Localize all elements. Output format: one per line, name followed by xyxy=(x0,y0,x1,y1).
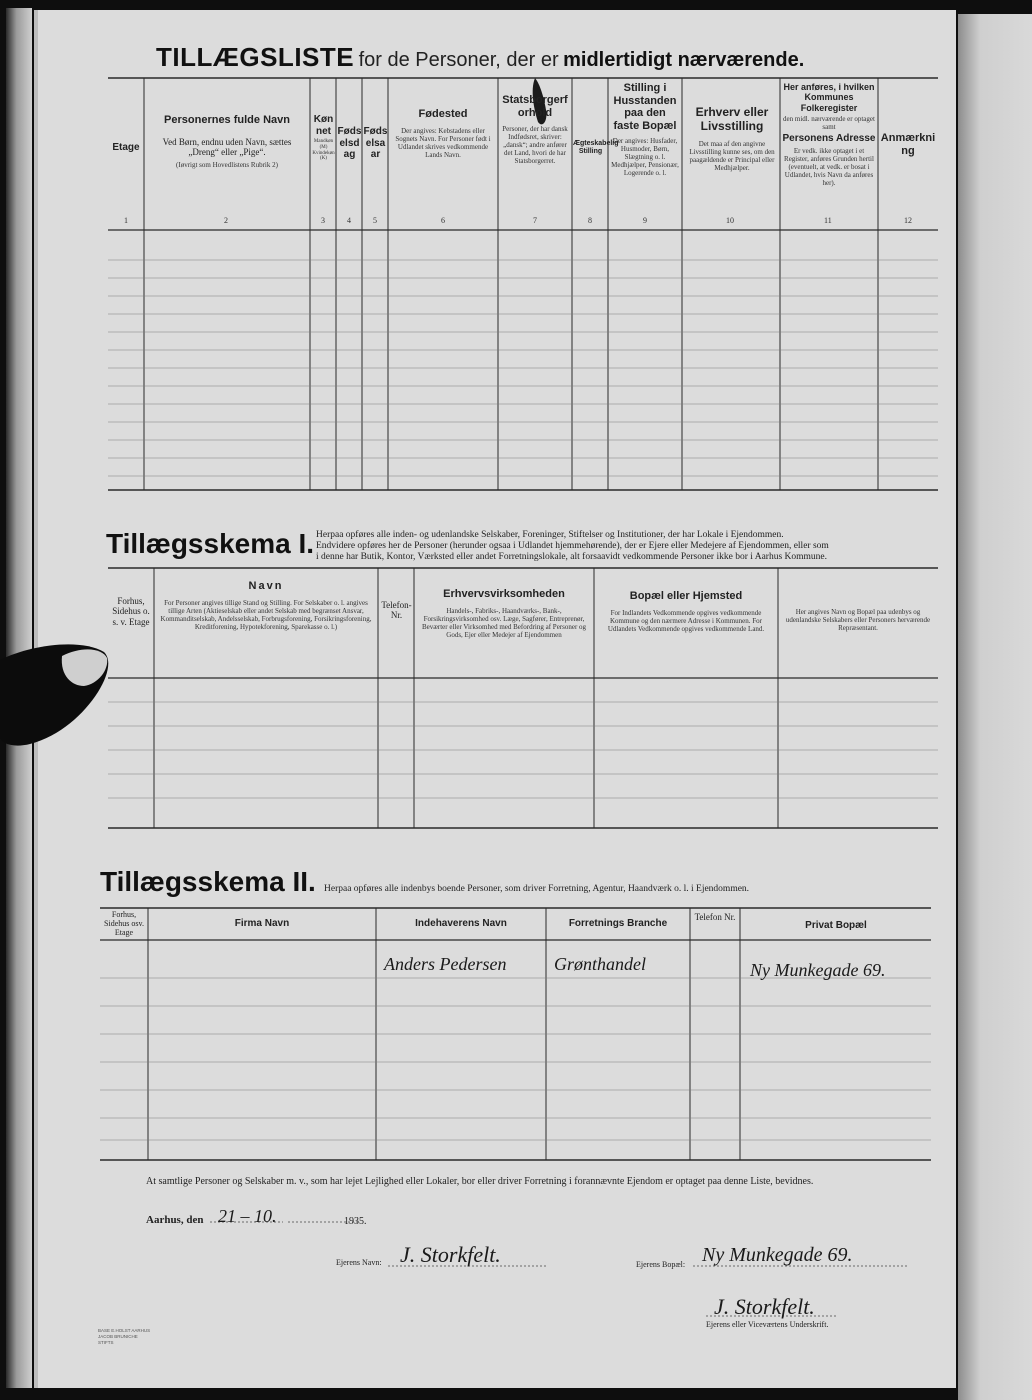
col-number: 7 xyxy=(533,216,537,225)
footer-ejer-navn-label: Ejerens Navn: xyxy=(336,1258,382,1267)
skema1-header-bopael-title: Bopæl eller Hjemsted xyxy=(629,590,743,602)
header-stats-title: Statsborgerforhold xyxy=(502,94,568,119)
skema1-header-erhverv-sub: Handels-, Fabriks-, Haandværks-, Bank-, Forsikringsvirksomhed osv. Læge, Sagfører, Entreprenør, Beværter eller Virksomhed med Befordring af Personer og Gods, Ejer eller Medejer af Ejendommen xyxy=(421,606,587,639)
skema2-title: Tillægsskema II. xyxy=(100,866,316,897)
header-erhverv-title: Erhverv eller Livsstilling xyxy=(695,105,769,133)
header-navn-title: Personernes fulde Navn xyxy=(164,114,290,126)
header-kon-sub: Mandkøn (M) Kvindekøn (K) xyxy=(312,139,335,162)
col-number: 1 xyxy=(124,216,128,225)
footer-date: 21 – 10. xyxy=(218,1206,277,1226)
col-number: 5 xyxy=(373,216,377,225)
col-number: 2 xyxy=(224,216,228,225)
skema1-header-navn xyxy=(158,580,374,631)
header-kommune-title: Her anføres, i hvilken Kommunes Folkeregister xyxy=(783,82,875,113)
header-kommune-sub: den midl. nærværende er optaget samt xyxy=(783,115,875,132)
header-kommune-sub2: Er vedk. ikke optaget i et Register, anføres Grunden hertil (eventuelt, at vedk. er bosat i Udlandet, hvis Navn da anføres her). xyxy=(784,146,874,187)
skema2-header-etage: Forhus, Sidehus osv. Etage xyxy=(104,910,144,938)
row1-indehaver: Anders Pedersen xyxy=(384,954,507,974)
col-number: 3 xyxy=(321,216,325,225)
printer-imprint: BASE E.HOLST AARHUS JACOB BRUNICHE STIFTS xyxy=(98,1328,151,1345)
header-kon-title: Kønnet xyxy=(313,114,334,137)
footer-signature: J. Storkfelt. xyxy=(714,1294,815,1319)
header-stilling-title: Stilling i Husstanden paa den faste Bopæl xyxy=(613,82,677,132)
footer-ejer-navn: J. Storkfelt. xyxy=(400,1242,501,1267)
col-number: 10 xyxy=(726,216,734,225)
footer-ejer-bopael: Ny Munkegade 69. xyxy=(702,1244,853,1266)
col-number: 6 xyxy=(441,216,445,225)
skema1-header-etage: Forhus, Sidehus o. s. v. Etage xyxy=(112,596,150,627)
skema2-header-telefon: Telefon Nr. xyxy=(694,912,736,922)
row1-bopael: Ny Munkegade 69. xyxy=(750,960,886,980)
header-kommune-title2: Personens Adresse xyxy=(782,133,876,145)
header-kommune xyxy=(782,82,876,187)
footer-signature-label: Ejerens eller Viceværtens Underskrift. xyxy=(706,1320,829,1329)
skema2-header-firma: Firma Navn xyxy=(234,918,290,929)
skema2-header-indehaver: Indehaverens Navn xyxy=(415,918,507,929)
footer-place: Aarhus, den xyxy=(146,1214,204,1226)
header-fodested xyxy=(392,108,494,159)
col-number: 9 xyxy=(643,216,647,225)
skema1-header-repraesentant: Her angives Navn og Bopæl paa udenbys og udenlandske Selskabers eller Personers herværende Repræsentant. xyxy=(785,608,931,633)
skema1-header-bopael xyxy=(598,590,774,633)
row1-branche: Grønthandel xyxy=(554,954,646,974)
document-page xyxy=(34,10,956,1388)
header-fodested-sub: Der angives: Kebstadens eller Sognets Navn. For Personer født i Udlandet skrives vedkommende Lands Navn. xyxy=(395,126,491,159)
header-aegte: Ægteskabelig Stilling xyxy=(573,140,619,156)
skema1-description xyxy=(316,530,936,563)
skema1-desc-line1: Herpaa opføres alle inden- og udenlandske Selskaber, Foreninger, Stiftelser og Institutioner, der har Lokale i Ejendommen. xyxy=(316,530,784,540)
header-fodselsaar: Fødselsaar xyxy=(363,126,388,160)
skema1-header-bopael-sub: For Indlandets Vedkommende opgives vedkommende Kommune og den nærmere Adresse i Kommunen. For Udlandets Vedkommende opgives vedkommende Land. xyxy=(607,608,765,633)
skema2-description: Herpaa opføres alle indenbys boende Personer, som driver Forretning, Agentur, Haandværk o. l. i Ejendommen. xyxy=(324,884,750,894)
skema1-desc-line3: i denne har Butik, Kontor, Værksted eller andet Forretningslokale, alt forsaavidt vedkommende Personer ikke bor i Aarhus Kommune. xyxy=(316,552,828,562)
footer-ejer-bopael-label: Ejerens Bopæl: xyxy=(636,1260,686,1269)
footer-year: 1935. xyxy=(344,1216,367,1227)
header-navn-sub: Ved Børn, endnu uden Navn, sættes „Dreng“ eller „Pige“. xyxy=(162,136,292,157)
skema1-header-navn-title: Navn xyxy=(248,580,284,592)
col-number: 11 xyxy=(824,216,832,225)
skema1-header-telefon: Telefon-Nr. xyxy=(381,600,412,621)
thumb-image xyxy=(0,640,120,750)
skema2-header-bopael: Privat Bopæl xyxy=(805,920,867,931)
skema2-header-branche: Forretnings Branche xyxy=(568,918,668,929)
facing-page xyxy=(958,14,1032,1400)
header-erhverv-sub: Det maa af den angivne Livsstilling kunne ses, om den paagældende er Principal eller Medhjælper. xyxy=(689,139,775,172)
col-number: 8 xyxy=(588,216,592,225)
header-stilling-sub: Der angives: Husfader, Husmoder, Børn, Slægtning o. l. Medhjælper, Pensionær, Logerende o. l. xyxy=(611,136,679,177)
skema1-header-navn-sub: For Personer angives tillige Stand og Stilling. For Selskaber o. l. angives tillige Arten (Aktieselskab eller andet Selskab med begrænset Ansvar, Kommanditselskab, Andelsselskab, Forbrugsforening, Forsikringsforening, Kreditforening, Hypotekforening, Sparekasse o. l.) xyxy=(160,598,372,631)
header-navn-sub2: (Iøvrigt som Hovedlistens Rubrik 2) xyxy=(176,161,278,170)
header-navn xyxy=(148,114,306,169)
header-etage: Etage xyxy=(112,142,140,153)
skema1-desc-line2: Endvidere opføres her de Personer (herunder ogsaa i Udlandet hjemmehørende), der er Ejere eller Medejere af Ejendommen, eller som xyxy=(316,541,829,551)
title-end: midlertidigt nærværende. xyxy=(563,49,805,71)
tillaegsliste-title xyxy=(156,42,804,73)
col-number: 12 xyxy=(904,216,912,225)
title-middle: for de Personer, der er xyxy=(358,49,559,71)
skema1-title: Tillægsskema I. xyxy=(106,528,315,559)
header-stats xyxy=(500,94,570,166)
header-anmaerkning: Anmærkning xyxy=(880,132,936,157)
header-fodested-title: Fødested xyxy=(418,108,468,120)
header-kon xyxy=(311,114,336,162)
header-fodselsdag: Fødselsdag xyxy=(337,126,362,160)
title-main: TILLÆGSLISTE xyxy=(156,42,355,72)
header-stats-sub: Personer, der har dansk Indfødsret, skriver: „dansk“; andre anfører det Land, hvori de har Statsborgerret. xyxy=(502,125,568,166)
footer-statement: At samtlige Personer og Selskaber m. v., som har lejet Lejlighed eller Lokaler, bor eller driver Forretning i forannævnte Ejendom er optaget paa denne Liste, bevidnes. xyxy=(146,1176,814,1187)
skema1-header-erhverv xyxy=(418,588,590,639)
skema1-header-erhverv-title: Erhvervsvirksomheden xyxy=(443,588,565,600)
header-stilling xyxy=(610,82,680,177)
col-number: 4 xyxy=(347,216,351,225)
header-erhverv xyxy=(686,106,778,172)
